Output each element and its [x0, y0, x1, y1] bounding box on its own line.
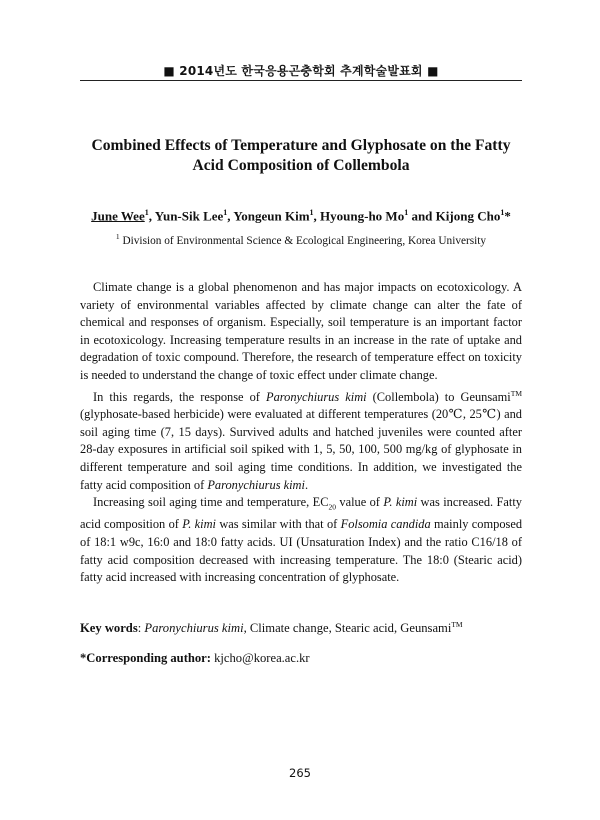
abstract-body	[80, 279, 522, 587]
trademark-mark: TM	[451, 620, 463, 629]
keywords-label: Key words	[80, 621, 138, 636]
author-name: Yun-Sik Lee	[154, 208, 224, 224]
text-run: was similar with that of	[215, 517, 341, 532]
author-separator: ,	[227, 208, 234, 224]
species-name: P. kimi	[383, 495, 418, 510]
text-run: value of	[335, 495, 384, 510]
corresponding-label: *Corresponding author:	[80, 651, 211, 665]
title-line-1: Combined Effects of Temperature and Glyphosate on the Fatty	[91, 137, 511, 154]
text-run: (Collembola) to Geunsami	[366, 389, 511, 404]
ec-subscript: 20	[328, 502, 336, 512]
text-run: (glyphosate-based herbicide) were evaluated at different temperatures (20℃, 25℃) and soil aging time (7, 15 days). Survived adults and hatched juveniles were counted after 28-day exposures in artificial soil spiked with 1, 5, 50, 100, 500 mg/kg of glyphosate in different temperature and soil aging time conditions. In addition, we investigated the fatty acid composition of	[80, 407, 522, 492]
author-name: Yongeun Kim	[233, 208, 310, 224]
species-name: Paronychiurus kimi	[266, 389, 367, 404]
author-separator: ,	[313, 208, 321, 224]
text-run: Increasing soil aging time and temperature, EC	[93, 495, 329, 510]
text-run: mainly composed of 18:1 w9c, 16:0 and 18:0 fatty acids. UI (Unsaturation Index) and the ratio C16/18 of fatty acid composition decreased with increasing temperature. The 18:0 (Stearic acid) fatty acid increased with increasing concentration of glyphosate.	[80, 517, 523, 585]
paper-title	[70, 136, 532, 176]
author-affil-mark: 1	[223, 208, 228, 217]
author-affil-mark: 1	[144, 208, 149, 217]
author-name: Hyoung-ho Mo	[320, 208, 405, 224]
keywords-line	[80, 616, 522, 637]
affiliation	[70, 232, 532, 247]
author-list	[70, 208, 532, 224]
author-name: June Wee	[91, 208, 145, 224]
keyword-species: Paronychiurus kimi,	[144, 621, 247, 636]
species-name: Folsomia candida	[340, 517, 431, 532]
header-divider	[80, 80, 522, 81]
trademark-mark: TM	[510, 388, 522, 398]
corresponding-email: kjcho@korea.ac.kr	[210, 651, 310, 665]
abstract-paragraph-2	[80, 385, 522, 495]
conference-header: ■ 2014년도 한국응용곤충학회 추계학술발표회 ■	[163, 64, 439, 78]
affiliation-mark: 1	[115, 232, 120, 241]
keywords-list: Climate change, Stearic acid, Geunsami	[246, 621, 452, 636]
affiliation-text: Division of Environmental Science & Ecological Engineering, Korea University	[122, 234, 487, 247]
author-affil-mark: 1	[404, 208, 409, 217]
page-number: 265	[289, 766, 311, 780]
species-name: Paronychiurus kimi	[207, 477, 305, 492]
keywords-colon: :	[137, 621, 145, 636]
author-affil-mark: 1	[309, 208, 314, 217]
species-name: P. kimi	[182, 517, 216, 532]
author-name: Kijong Cho	[435, 208, 501, 224]
text-run: was increased. Fatty acid composition of	[80, 495, 522, 532]
author-separator: ,	[148, 208, 155, 224]
author-affil-mark: 1	[500, 208, 505, 217]
author-separator: and	[408, 208, 436, 224]
text-run: .	[304, 477, 309, 492]
abstract-paragraph-3	[80, 494, 522, 586]
corresponding-author	[80, 650, 522, 667]
corresponding-mark: *	[504, 208, 511, 224]
text-run: In this regards, the response of	[93, 389, 266, 404]
abstract-paragraph-1: Climate change is a global phenomenon and has major impacts on ecotoxicology. A variety of environmental variables affected by climate change can alter the fate of chemical and responses of organism. Especially, soil temperature is an important factor in ecotoxicology. Increasing temperature results in an increase in the rate of uptake and degradation of toxic compound. Therefore, the research of temperature effect on toxicity is needed to understand the change of toxic effect under climate change.	[80, 280, 522, 382]
title-line-2: Acid Composition of Collembola	[192, 157, 410, 174]
